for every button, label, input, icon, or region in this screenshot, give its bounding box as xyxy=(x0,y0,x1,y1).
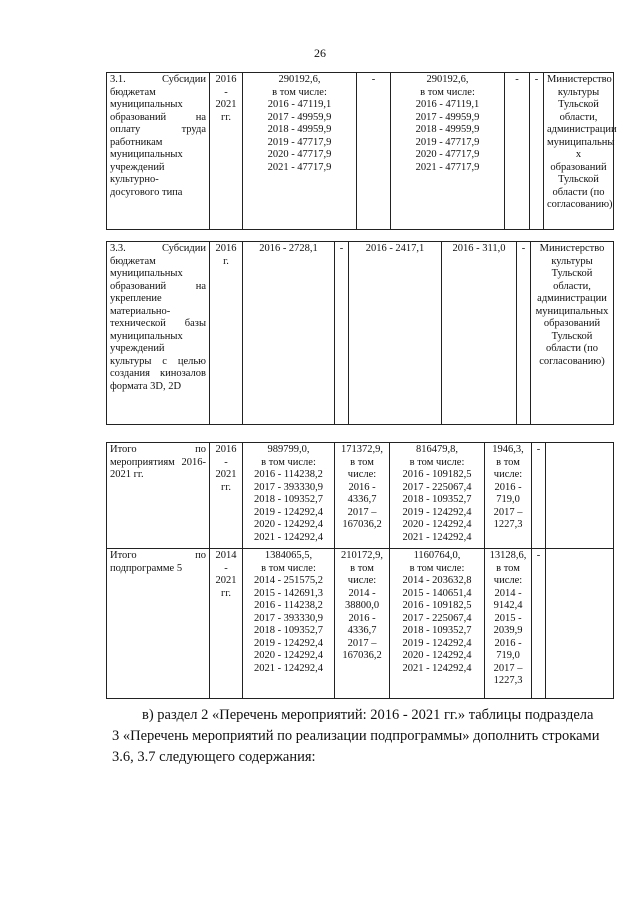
other-cell: - xyxy=(517,242,531,425)
body-paragraph xyxy=(112,705,604,768)
measure-name-cell: Итого по мероприятиям 2016-2021 гг. xyxy=(107,443,210,549)
regional-cell: 1160764,0, в том числе: 2014 - 203632,8 2015 - 140651,4 2016 - 109182,5 2017 - 225067,4 2018 - 109352,7 2019 - 124292,4 2020 - 124292,4 2021 - 124292,4 xyxy=(390,549,485,699)
measure-name-cell: 3.1. Субсидии бюджетам муниципальных образований на оплату труда работникам муниципальных учреждений культурно-досугового типа xyxy=(107,73,210,230)
federal-cell: 210172,9, в том числе: 2014 - 38800,0 2016 - 4336,7 2017 – 167036,2 xyxy=(335,549,390,699)
measure-name-cell: Итого по подпрограмме 5 xyxy=(107,549,210,699)
executor-cell xyxy=(546,443,614,549)
local-cell: 1946,3, в том числе: 2016 - 719,0 2017 – 1227,3 xyxy=(485,443,532,549)
other-cell: - xyxy=(532,443,546,549)
regional-cell: 816479,8, в том числе: 2016 - 109182,5 2017 - 225067,4 2018 - 109352,7 2019 - 124292,4 2020 - 124292,4 2021 - 124292,4 xyxy=(390,443,485,549)
period-cell: 2016 г. xyxy=(210,242,243,425)
period-cell: 2014 - 2021 гг. xyxy=(210,549,243,699)
regional-cell: 290192,6, в том числе: 2016 - 47119,1 2017 - 49959,9 2018 - 49959,9 2019 - 47717,9 2020 - 47717,9 2021 - 47717,9 xyxy=(391,73,505,230)
local-cell: 13128,6, в том числе: 2014 - 9142,4 2015 - 2039,9 2016 - 719,0 2017 – 1227,3 xyxy=(485,549,532,699)
table-row-total-measures xyxy=(107,443,614,549)
executor-cell: Министерство культуры Тульской области, администрации муниципальных образований Тульской области (по согласованию) xyxy=(531,242,614,425)
federal-cell: - xyxy=(335,242,349,425)
totals-table xyxy=(106,442,614,699)
table-row-3-3 xyxy=(106,241,614,425)
total-cell: 1384065,5, в том числе: 2014 - 251575,2 2015 - 142691,3 2016 - 114238,2 2017 - 393330,9 2018 - 109352,7 2019 - 124292,4 2020 - 124292,4 2021 - 124292,4 xyxy=(243,549,335,699)
regional-cell: 2016 - 2417,1 xyxy=(349,242,442,425)
table-row-3-1 xyxy=(106,72,617,230)
federal-cell: 171372,9, в том числе: 2016 - 4336,7 2017 – 167036,2 xyxy=(335,443,390,549)
measure-name-cell: 3.3. Субсидии бюджетам муниципальных образований на укрепление материально-технической базы муниципальных учреждений культуры с целью создания кинозалов формата 3D, 2D xyxy=(107,242,210,425)
local-cell: - xyxy=(505,73,530,230)
table-row-total-subprogram xyxy=(107,549,614,699)
federal-cell: - xyxy=(357,73,391,230)
executor-cell: Министерство культуры Тульской области, администрации муниципальны х образований Тульской области (по согласованию) xyxy=(544,73,614,230)
period-cell: 2016 - 2021 гг. xyxy=(210,73,243,230)
period-cell: 2016 - 2021 гг. xyxy=(210,443,243,549)
other-cell: - xyxy=(532,549,546,699)
page-number: 26 xyxy=(314,46,326,60)
local-cell: 2016 - 311,0 xyxy=(442,242,517,425)
executor-cell xyxy=(546,549,614,699)
total-cell: 290192,6, в том числе: 2016 - 47119,1 2017 - 49959,9 2018 - 49959,9 2019 - 47717,9 2020 - 47717,9 2021 - 47717,9 xyxy=(243,73,357,230)
total-cell: 989799,0, в том числе: 2016 - 114238,2 2017 - 393330,9 2018 - 109352,7 2019 - 124292,4 2020 - 124292,4 2021 - 124292,4 xyxy=(243,443,335,549)
paragraph-text: в) раздел 2 «Перечень мероприятий: 2016 - 2021 гг.» таблицы подраздела 3 «Перечень мероприятий по реализации подпрограммы» дополнить строками 3.6, 3.7 следующего содержания: xyxy=(112,707,600,765)
other-cell: - xyxy=(530,73,544,230)
total-cell: 2016 - 2728,1 xyxy=(243,242,335,425)
